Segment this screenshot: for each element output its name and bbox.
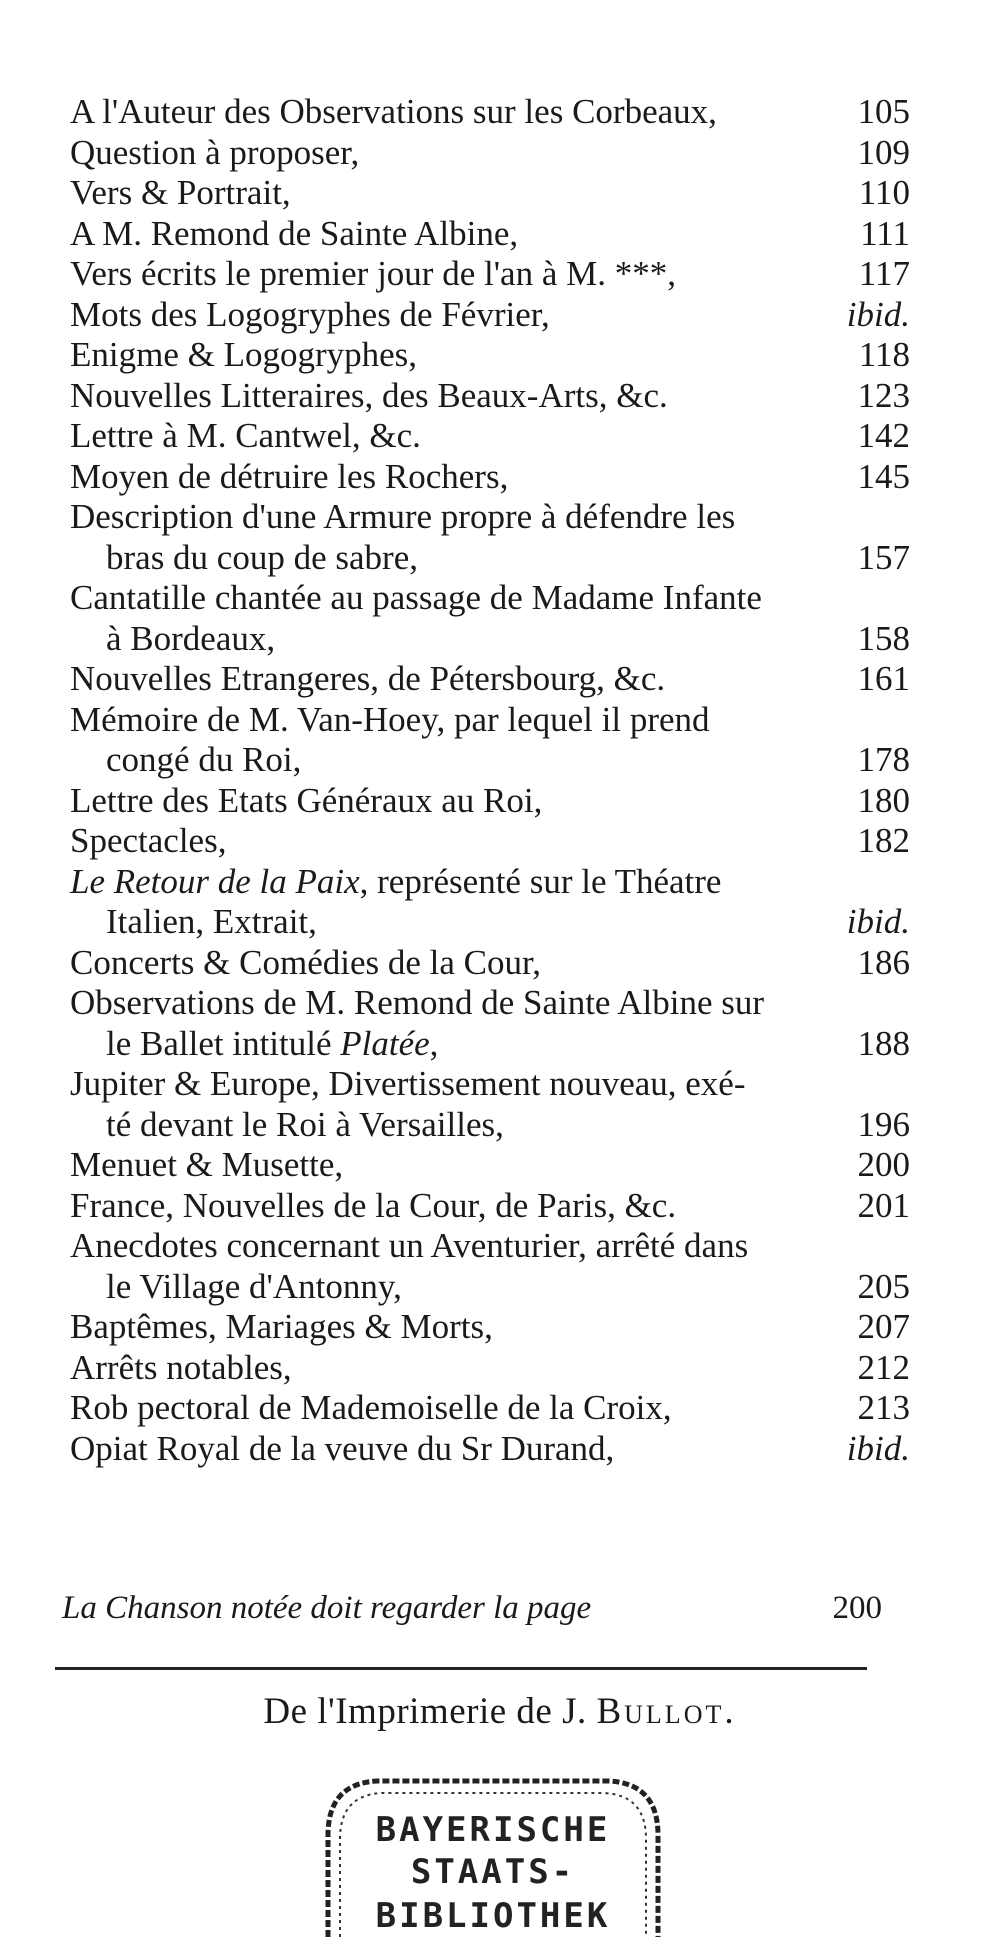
toc-entry-page: 158 [857, 618, 910, 658]
toc-entry-continuation: à Bordeaux, [106, 618, 276, 658]
toc-entry [70, 416, 910, 457]
toc-entry-title-rest: , représenté sur le Théatre [359, 861, 722, 901]
toc-entry [70, 1145, 910, 1186]
toc-entry-page: 213 [857, 1388, 910, 1427]
printer-name: Bullot. [596, 1691, 737, 1732]
toc-entry-continuation: congé du Roi, [106, 740, 302, 779]
printer-colophon [0, 1690, 1000, 1733]
toc-entry-page: 123 [857, 375, 910, 415]
toc-entry-title: Lettre des Etats Généraux au Roi, [70, 780, 543, 820]
toc-entry-continuation-italic: Platée [340, 1023, 430, 1063]
toc-entry-title: Observations de M. Remond de Sainte Albine sur [70, 983, 765, 1022]
toc-entry-title: Arrêts notables, [70, 1347, 292, 1387]
toc-entry-title-italic: Le Retour de la Paix [70, 861, 360, 901]
toc-entry [70, 578, 910, 659]
table-of-contents [70, 92, 910, 1469]
toc-entry [70, 335, 910, 376]
toc-entry-title: Vers & Portrait, [70, 173, 291, 212]
toc-entry-title [70, 862, 721, 903]
toc-entry-title: Baptêmes, Mariages & Morts, [70, 1307, 493, 1346]
toc-entry-title: Menuet & Musette, [70, 1145, 344, 1184]
toc-entry-title: Mots des Logogryphes de Février, [70, 294, 550, 334]
toc-entry-page: 196 [857, 1104, 910, 1144]
toc-entry [70, 1186, 910, 1227]
toc-entry-title: A l'Auteur des Observations sur les Corbeaux, [70, 92, 717, 131]
toc-entry-continuation: Italien, Extrait, [106, 902, 317, 941]
toc-entry [70, 821, 910, 862]
toc-entry [70, 133, 910, 174]
footnote-text: La Chanson notée doit regarder la page [62, 1590, 592, 1626]
toc-entry-title: Jupiter & Europe, Divertissement nouveau, exé- [70, 1064, 746, 1103]
toc-entry-title: Nouvelles Etrangeres, de Pétersbourg, &c. [70, 659, 666, 698]
toc-entry-page: 105 [857, 92, 910, 131]
toc-entry-title: Cantatille chantée au passage de Madame Infante [70, 578, 762, 617]
toc-entry-title: Concerts & Comédies de la Cour, [70, 942, 542, 982]
toc-entry-title: A M. Remond de Sainte Albine, [70, 213, 519, 253]
toc-entry-title: Anecdotes concernant un Aventurier, arrêté dans [70, 1226, 749, 1265]
footnote-page: 200 [832, 1590, 882, 1626]
toc-entry-page: 201 [857, 1185, 910, 1225]
toc-entry [70, 1348, 910, 1389]
toc-entry-continuation: le Village d'Antonny, [106, 1266, 402, 1306]
toc-entry [70, 173, 910, 214]
toc-entry-page: 182 [857, 821, 910, 860]
toc-entry [70, 983, 910, 1064]
toc-entry-continuation: bras du coup de sabre, [106, 537, 418, 577]
toc-entry-page: 110 [858, 173, 910, 212]
toc-entry-page: 180 [857, 780, 910, 820]
toc-entry [70, 700, 910, 781]
toc-entry-page: 205 [857, 1266, 910, 1306]
toc-entry [70, 1388, 910, 1429]
stamp-line-1: BAYERISCHE [375, 1810, 611, 1850]
toc-entry-page: 117 [858, 254, 910, 293]
toc-entry-title: Rob pectoral de Mademoiselle de la Croix, [70, 1388, 672, 1427]
toc-entry-title: Spectacles, [70, 821, 227, 860]
toc-entry-page: 186 [857, 942, 910, 982]
stamp-line-2: STAATS- [410, 1852, 576, 1892]
footnote [62, 1590, 882, 1627]
toc-entry [70, 862, 910, 943]
toc-entry-page: 207 [857, 1307, 910, 1346]
toc-entry-continuation-pre: le Ballet intitulé [106, 1023, 341, 1063]
toc-entry-page: 161 [857, 659, 910, 698]
library-stamp [318, 1775, 668, 1940]
toc-entry-title: France, Nouvelles de la Cour, de Paris, &c. [70, 1185, 677, 1225]
toc-entry-title: Vers écrits le premier jour de l'an à M. ***, [70, 254, 676, 293]
toc-entry [70, 376, 910, 417]
toc-entry [70, 781, 910, 822]
toc-entry-page: 157 [857, 537, 910, 577]
toc-entry-page: ibid. [846, 294, 910, 334]
toc-entry [70, 1064, 910, 1145]
toc-entry-continuation [106, 1024, 438, 1065]
toc-entry-page: 109 [857, 132, 910, 172]
toc-entry-page: 212 [857, 1347, 910, 1387]
toc-entry-title: Nouvelles Litteraires, des Beaux-Arts, &c. [70, 375, 668, 415]
toc-entry [70, 295, 910, 336]
toc-entry [70, 214, 910, 255]
stamp-line-3: BIBLIOTHEK [375, 1896, 611, 1936]
toc-entry-page: 118 [858, 335, 910, 374]
printer-prefix: De l'Imprimerie de J. [263, 1691, 587, 1732]
toc-entry-page: 200 [857, 1145, 910, 1184]
toc-entry-continuation: té devant le Roi à Versailles, [106, 1104, 504, 1144]
toc-entry-page: ibid. [846, 902, 910, 941]
toc-entry [70, 1429, 910, 1470]
toc-entry-page: ibid. [846, 1428, 910, 1468]
toc-entry [70, 457, 910, 498]
toc-entry [70, 497, 910, 578]
toc-entry-title: Enigme & Logogryphes, [70, 335, 418, 374]
toc-entry [70, 1226, 910, 1307]
toc-entry-title: Lettre à M. Cantwel, &c. [70, 416, 421, 455]
toc-entry-title: Opiat Royal de la veuve du Sr Durand, [70, 1428, 615, 1468]
toc-entry-title: Description d'une Armure propre à défendre les [70, 497, 736, 536]
toc-entry-page: 142 [857, 416, 910, 455]
toc-entry-page: 145 [857, 456, 910, 496]
toc-entry-page: 111 [860, 213, 910, 253]
library-stamp-graphic [318, 1775, 668, 1940]
divider-rule [55, 1667, 867, 1670]
toc-entry-continuation-rest: , [429, 1023, 439, 1063]
toc-entry-title: Moyen de détruire les Rochers, [70, 456, 509, 496]
toc-entry-title: Question à proposer, [70, 132, 360, 172]
toc-entry-page: 188 [857, 1023, 910, 1063]
toc-entry [70, 943, 910, 984]
toc-entry [70, 92, 910, 133]
toc-entry [70, 1307, 910, 1348]
toc-entry [70, 254, 910, 295]
toc-entry-page: 178 [857, 740, 910, 779]
toc-entry [70, 659, 910, 700]
toc-entry-title: Mémoire de M. Van-Hoey, par lequel il prend [70, 699, 710, 739]
